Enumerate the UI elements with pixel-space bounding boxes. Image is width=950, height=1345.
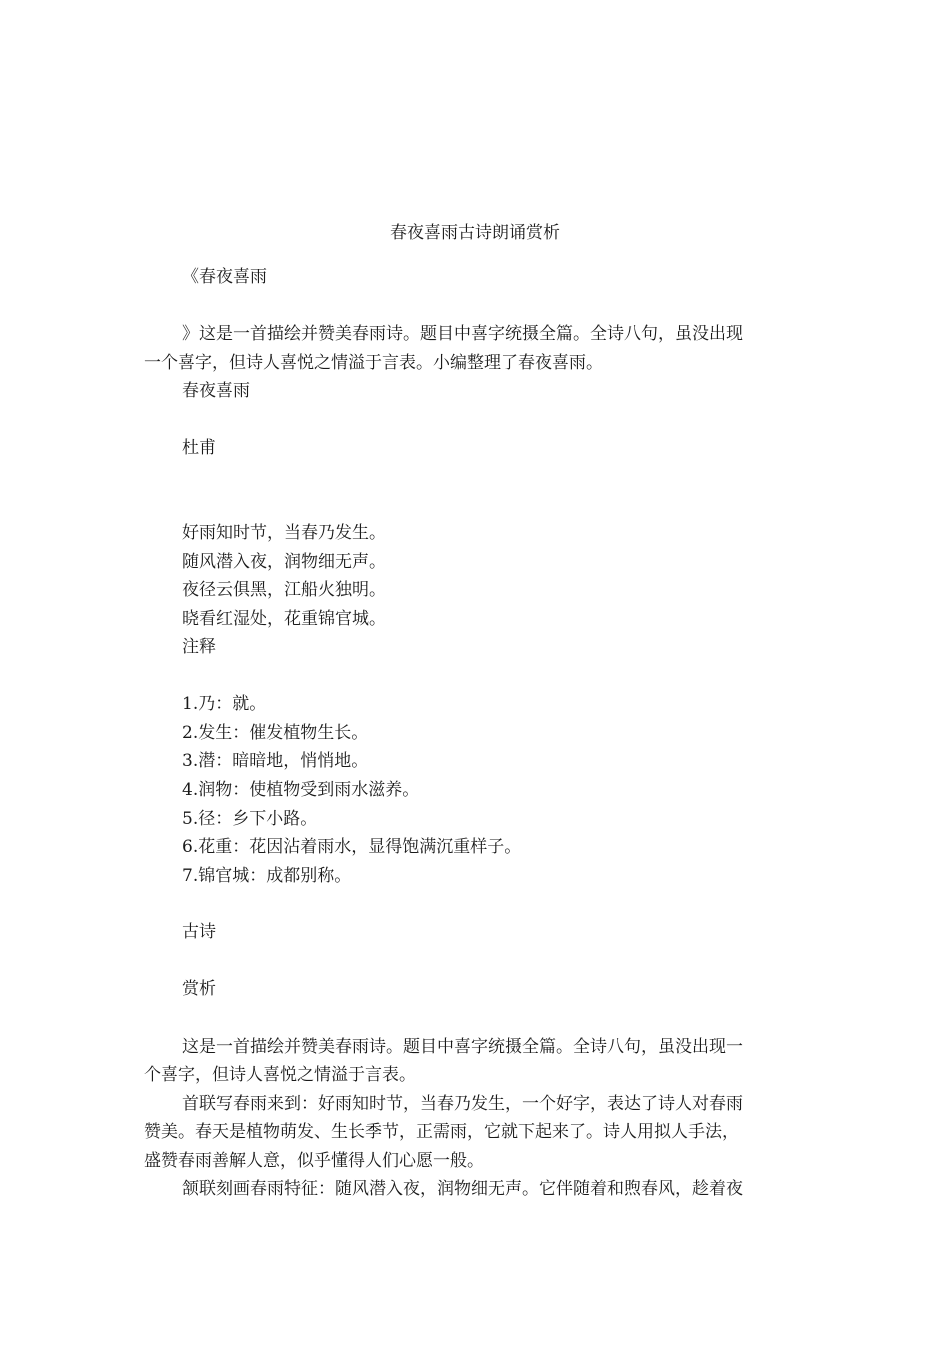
poem-line: 晓看红湿处，花重锦官城。 (182, 609, 386, 629)
analysis-line: 个喜字，但诗人喜悦之情溢于言表。 (144, 1065, 416, 1085)
poem-title: 春夜喜雨 (182, 381, 250, 401)
note-item: 2.发生：催发植物生长。 (182, 723, 369, 743)
note-item: 3.潜：暗暗地，悄悄地。 (182, 751, 369, 771)
poem-line: 好雨知时节，当春乃发生。 (182, 523, 386, 543)
note-item: 1.乃：就。 (182, 694, 267, 714)
intro-line-1: 《春夜喜雨 (182, 267, 267, 287)
section-shangxi: 赏析 (182, 979, 216, 999)
notes-heading: 注释 (182, 637, 216, 657)
intro-line-3: 一个喜字，但诗人喜悦之情溢于言表。小编整理了春夜喜雨。 (144, 353, 603, 373)
intro-line-2: 》这是一首描绘并赞美春雨诗。题目中喜字统摄全篇。全诗八句，虽没出现 (182, 324, 743, 344)
analysis-line: 盛赞春雨善解人意，似乎懂得人们心愿一般。 (144, 1151, 484, 1171)
analysis-line: 这是一首描绘并赞美春雨诗。题目中喜字统摄全篇。全诗八句，虽没出现一 (182, 1037, 743, 1057)
poem-author: 杜甫 (182, 438, 216, 458)
document-title: 春夜喜雨古诗朗诵赏析 (390, 223, 560, 243)
poem-line: 随风潜入夜，润物细无声。 (182, 552, 386, 572)
poem-line: 夜径云俱黑，江船火独明。 (182, 580, 386, 600)
analysis-line: 赞美。春天是植物萌发、生长季节，正需雨，它就下起来了。诗人用拟人手法， (144, 1122, 739, 1142)
analysis-line: 颔联刻画春雨特征：随风潜入夜，润物细无声。它伴随着和煦春风，趁着夜 (182, 1179, 743, 1199)
note-item: 6.花重：花因沾着雨水，显得饱满沉重样子。 (182, 837, 522, 857)
note-item: 5.径：乡下小路。 (182, 809, 318, 829)
note-item: 7.锦官城：成都别称。 (182, 866, 352, 886)
section-gushi: 古诗 (182, 922, 216, 942)
note-item: 4.润物：使植物受到雨水滋养。 (182, 780, 420, 800)
analysis-line: 首联写春雨来到：好雨知时节，当春乃发生，一个好字，表达了诗人对春雨 (182, 1094, 743, 1114)
